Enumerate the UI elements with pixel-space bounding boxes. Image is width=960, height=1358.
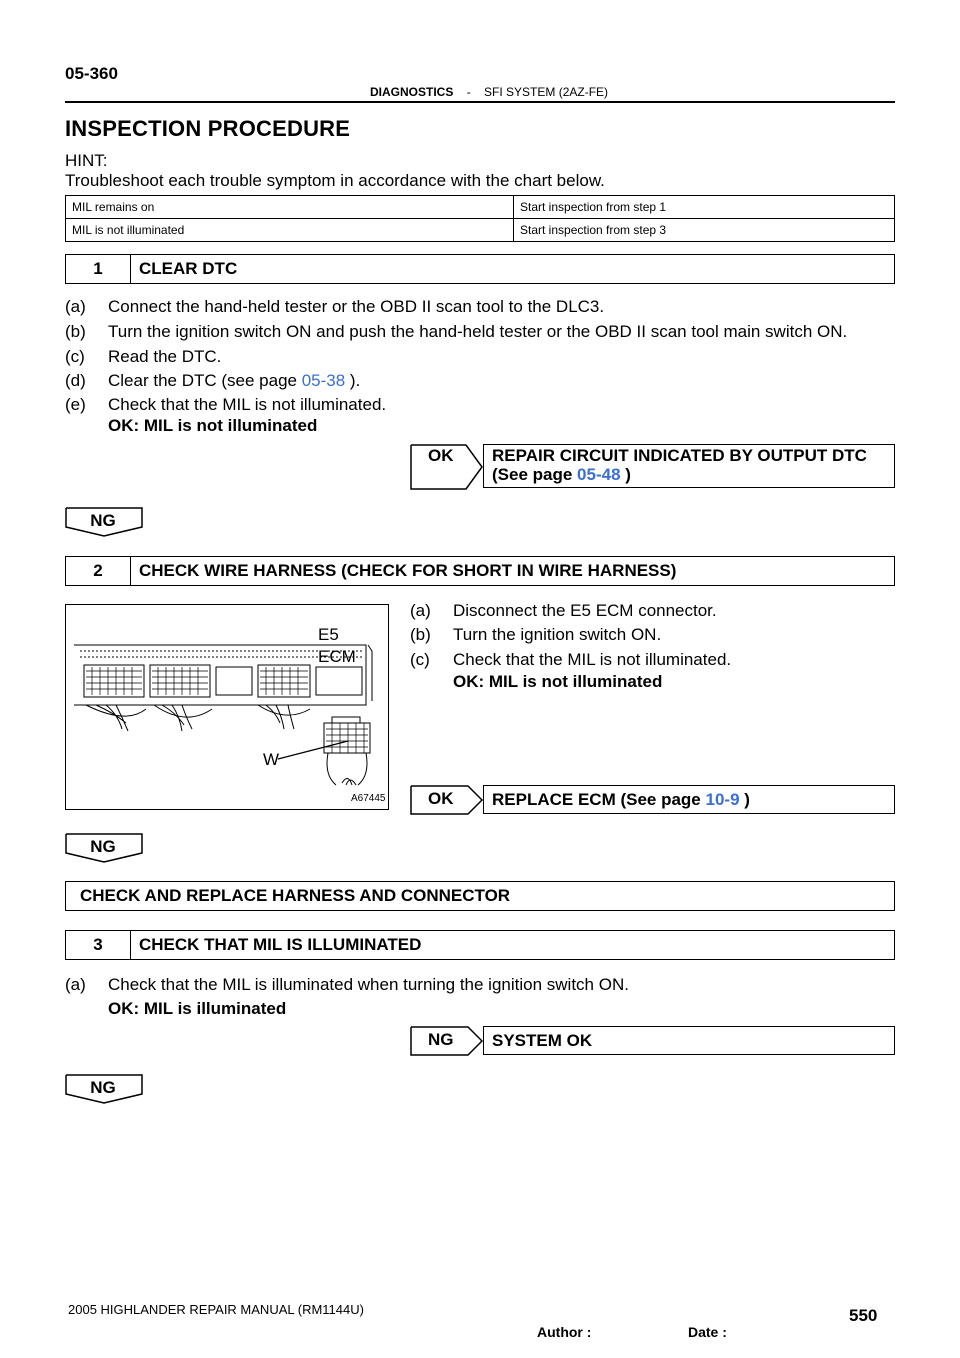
result-box: [483, 785, 895, 814]
item-text-post: ).: [345, 371, 361, 390]
section-separator: -: [466, 85, 471, 99]
author-label: Author :: [537, 1324, 592, 1340]
step-number: 1: [66, 255, 131, 283]
item-marker: (a): [410, 601, 431, 620]
symptom-table: [65, 195, 895, 242]
result-text-pre: (See page: [492, 465, 578, 484]
result-line-1: [492, 790, 750, 810]
item-marker: (a): [65, 297, 86, 316]
item-marker: (a): [65, 975, 86, 994]
item-marker: (d): [65, 371, 86, 390]
item-text: Check that the MIL is not illuminated.: [453, 650, 732, 669]
ok-criteria: OK: MIL is not illuminated: [453, 672, 663, 691]
flag-label: OK: [428, 789, 454, 808]
result-text-post: ): [620, 465, 631, 484]
ng-result-flag: [410, 1026, 481, 1054]
connector-figure: [65, 604, 389, 810]
flag-label: NG: [90, 511, 116, 530]
step-title: CLEAR DTC: [139, 259, 238, 278]
item-marker: (c): [65, 347, 85, 366]
ng-flag: [65, 833, 141, 861]
subsection-name: SFI SYSTEM (2AZ-FE): [484, 85, 609, 99]
flag-label: NG: [90, 837, 116, 856]
item-text: Turn the ignition switch ON.: [453, 625, 662, 644]
symptom-cell: MIL is not illuminated: [66, 219, 514, 242]
item-marker: (b): [410, 625, 431, 644]
step-3-header: [65, 930, 895, 960]
footer-page-number: 550: [849, 1306, 878, 1325]
figure-id: A67445: [351, 793, 386, 804]
ok-flag: [410, 785, 481, 813]
item-text-pre: Clear the DTC (see page: [108, 371, 302, 390]
result-box: [483, 1026, 895, 1055]
step-number: 2: [66, 557, 131, 585]
action-cell: Start inspection from step 1: [514, 196, 895, 219]
item-text: Disconnect the E5 ECM connector.: [453, 601, 717, 620]
item-text: Connect the hand-held tester or the OBD II scan tool to the DLC3.: [108, 297, 605, 316]
ecm-connector-drawing: [66, 605, 388, 809]
date-label: Date :: [688, 1324, 727, 1340]
item-marker: (c): [410, 650, 430, 669]
item-text: Turn the ignition switch ON and push the hand-held tester or the OBD II scan tool main switch ON.: [108, 322, 848, 341]
item-marker: (b): [65, 322, 86, 341]
item-text: Read the DTC.: [108, 347, 222, 366]
wire-label: W: [263, 750, 280, 769]
connector-label: E5: [318, 625, 339, 644]
result-line-1: REPAIR CIRCUIT INDICATED BY OUTPUT DTC: [492, 446, 867, 465]
step-2-header: [65, 556, 895, 586]
page-link[interactable]: 05-38: [301, 371, 346, 390]
table-row: [66, 196, 895, 219]
flag-label: OK: [428, 446, 454, 465]
hint-label: HINT:: [65, 151, 108, 170]
table-row: [66, 219, 895, 242]
section-header: [370, 85, 608, 99]
result-text-pre: REPLACE ECM (See page: [492, 790, 706, 809]
step-number: 3: [66, 931, 131, 959]
item-marker: (e): [65, 395, 86, 414]
action-cell: Start inspection from step 3: [514, 219, 895, 242]
flag-label: NG: [90, 1078, 116, 1097]
flag-label: NG: [428, 1030, 454, 1049]
result-line-1: SYSTEM OK: [492, 1031, 593, 1050]
ng-flag: [65, 507, 141, 535]
ok-criteria: OK: MIL is not illuminated: [108, 416, 318, 435]
final-action-text: CHECK AND REPLACE HARNESS AND CONNECTOR: [80, 886, 511, 905]
result-text-post: ): [739, 790, 750, 809]
page-title: INSPECTION PROCEDURE: [65, 116, 351, 141]
ok-flag: [410, 444, 481, 488]
header-rule: [65, 101, 895, 103]
result-box: [483, 444, 895, 488]
step-title: CHECK THAT MIL IS ILLUMINATED: [139, 935, 422, 954]
item-text: Check that the MIL is illuminated when turning the ignition switch ON.: [108, 975, 629, 994]
hint-text: Troubleshoot each trouble symptom in accordance with the chart below.: [65, 171, 605, 190]
section-name: DIAGNOSTICS: [370, 85, 454, 99]
page-link[interactable]: 05-48: [577, 465, 621, 484]
final-action-box: [65, 881, 895, 911]
step-1-header: [65, 254, 895, 284]
item-text: Check that the MIL is not illuminated.: [108, 395, 387, 414]
page-link[interactable]: 10-9: [705, 790, 740, 809]
manual-footer: 2005 HIGHLANDER REPAIR MANUAL (RM1144U): [68, 1302, 364, 1317]
item-text: [108, 371, 360, 391]
ng-flag: [65, 1074, 141, 1102]
unit-label: ECM: [318, 647, 356, 666]
step-title: CHECK WIRE HARNESS (CHECK FOR SHORT IN WIRE HARNESS): [139, 561, 677, 580]
symptom-cell: MIL remains on: [66, 196, 514, 219]
result-line-2: [492, 465, 631, 484]
page-number: 05-360: [65, 64, 118, 83]
ok-criteria: OK: MIL is illuminated: [108, 999, 287, 1018]
